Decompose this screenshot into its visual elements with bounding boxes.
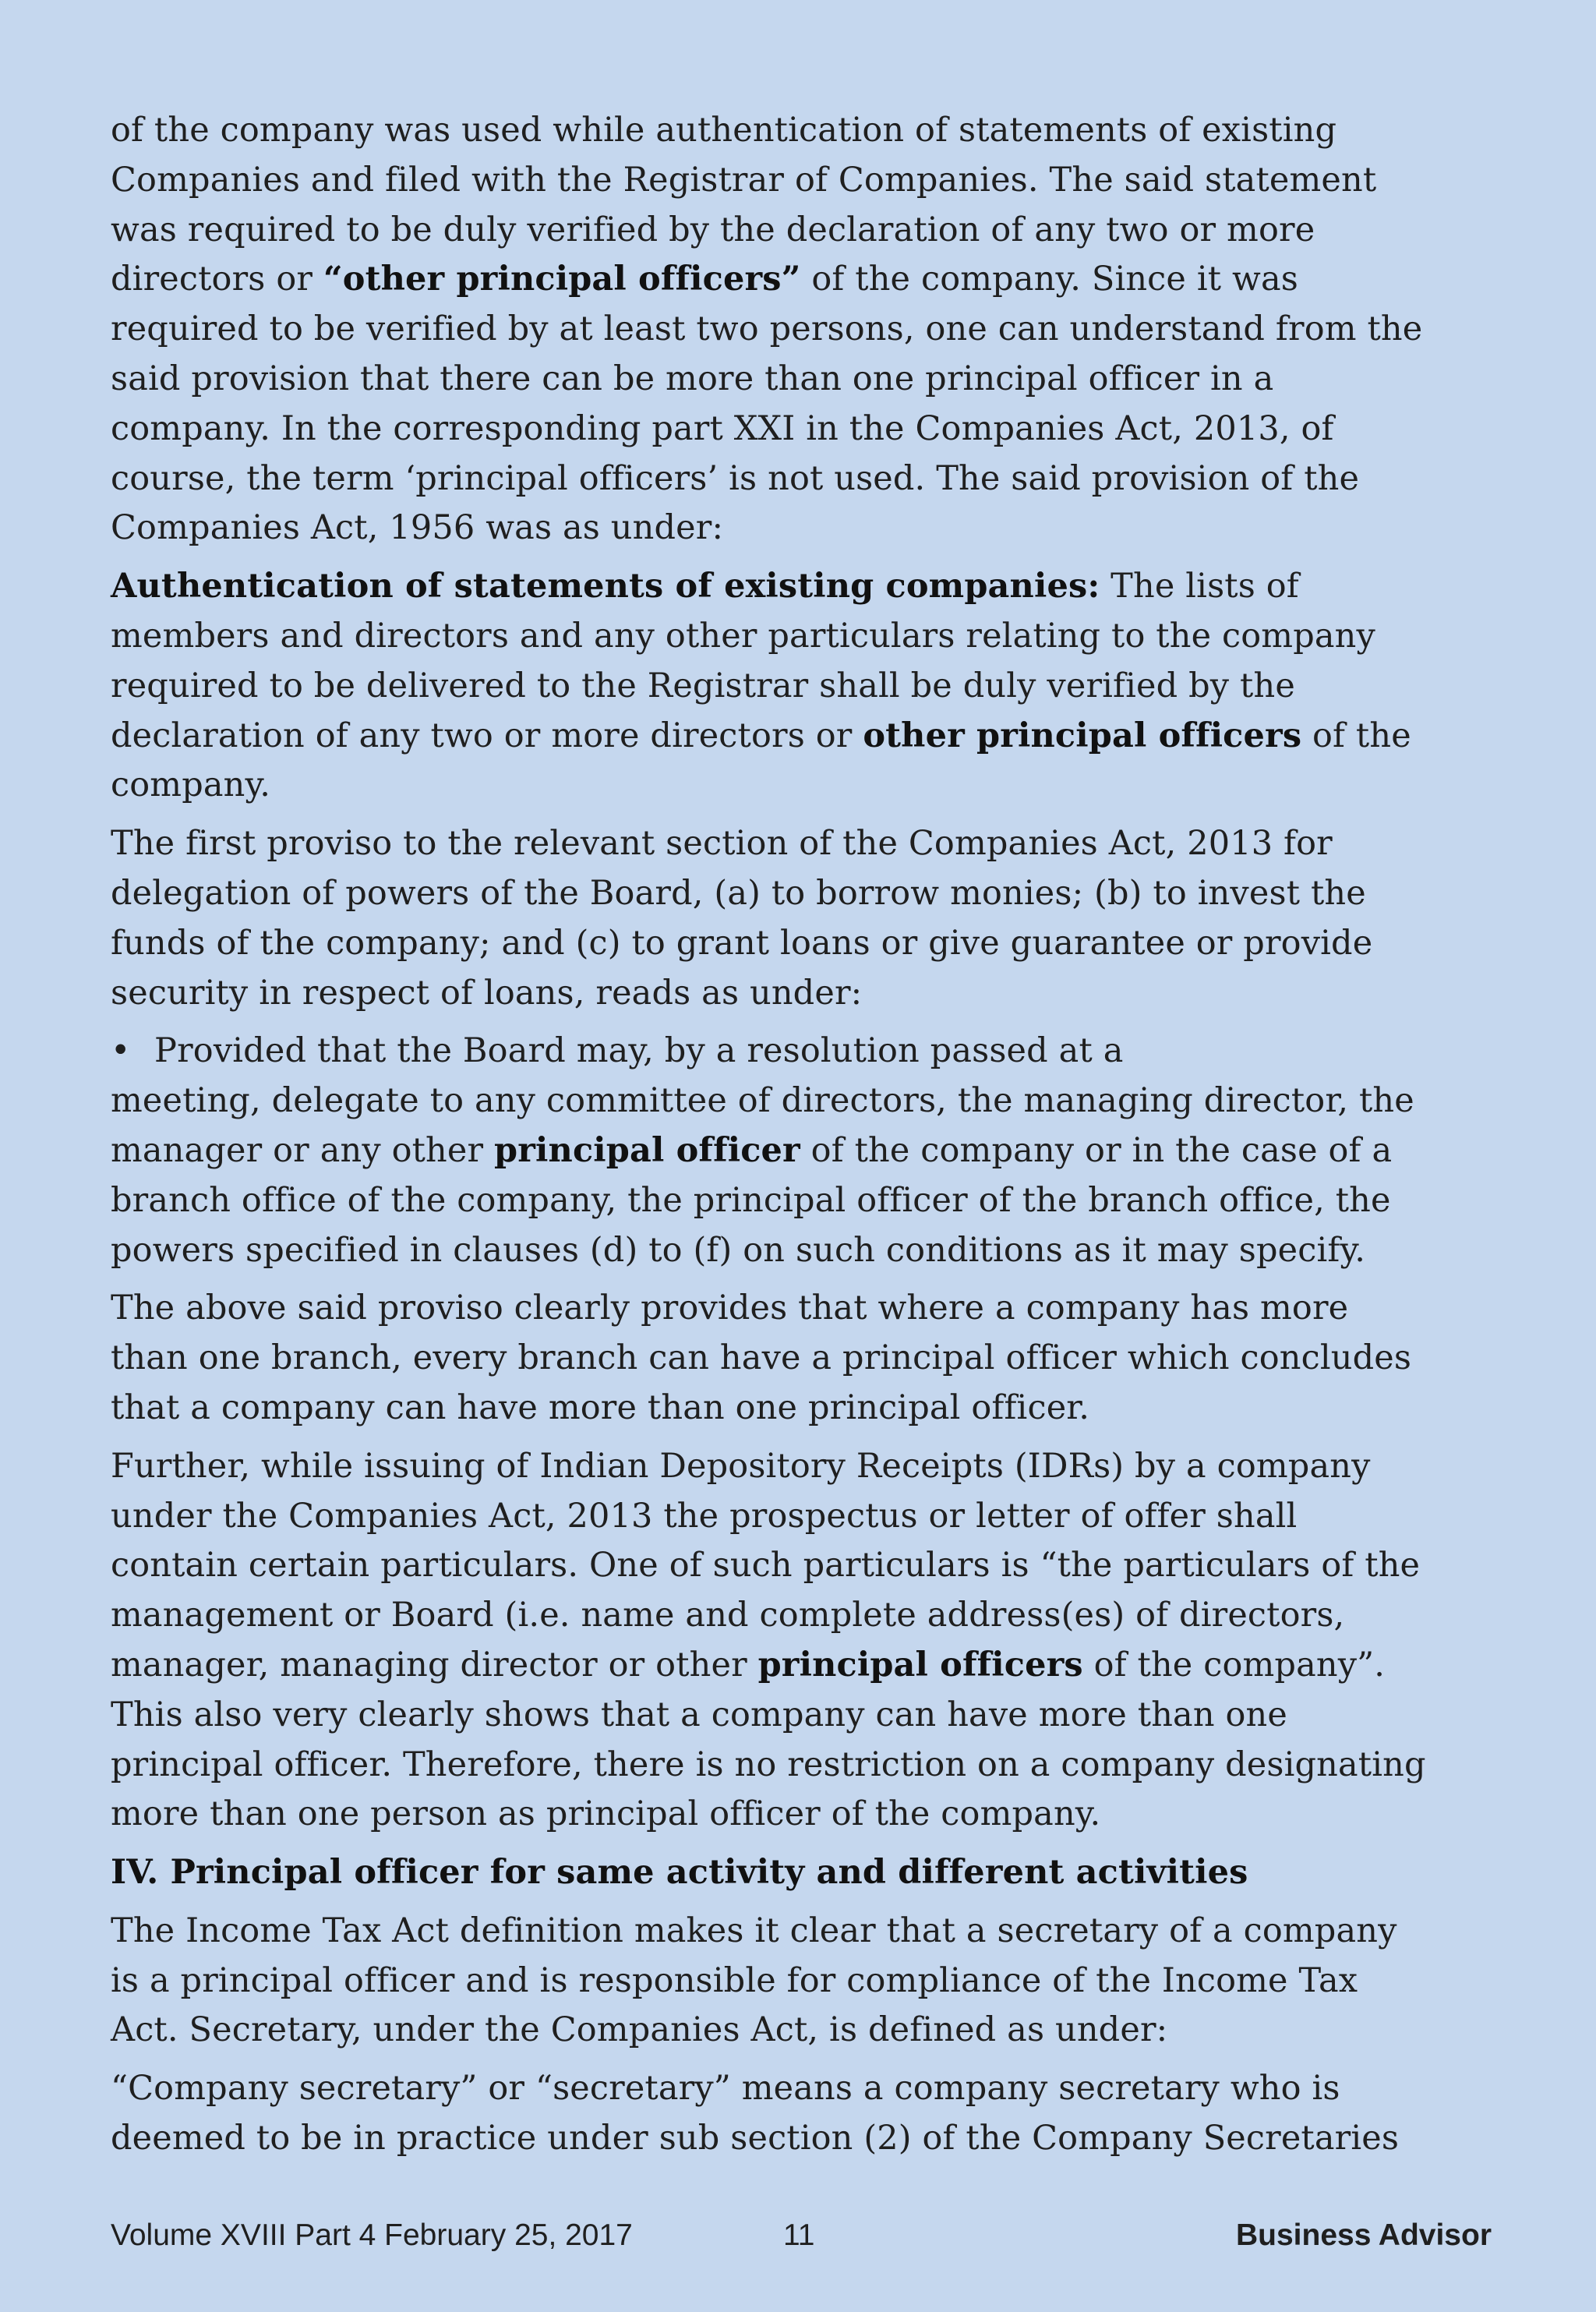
text-run: Further, while issuing of Indian Depository Receipts (IDRs) by a company bbox=[111, 1446, 1371, 1486]
text-run: course, the term ‘principal officers’ is not used. The said provision of the bbox=[111, 458, 1360, 498]
text-run: delegation of powers of the Board, (a) to borrow monies; (b) to invest the bbox=[111, 873, 1366, 913]
text-line bbox=[111, 255, 1498, 305]
text-line bbox=[111, 712, 1498, 762]
bold-text: “other principal officers” bbox=[323, 260, 801, 299]
text-run: branch office of the company, the principal officer of the branch office, the bbox=[111, 1180, 1391, 1220]
text-line bbox=[111, 1334, 1498, 1384]
page-footer bbox=[111, 2218, 1492, 2262]
text-run: of the bbox=[1301, 716, 1411, 755]
text-run: The lists of bbox=[1100, 567, 1299, 606]
bold-text: other principal officers bbox=[863, 716, 1302, 755]
text-run: is a principal officer and is responsible for compliance of the Income Tax bbox=[111, 1960, 1358, 2000]
text-line bbox=[111, 1641, 1498, 1691]
text-line bbox=[111, 1957, 1498, 2006]
footer-volume-date: Volume XVIII Part 4 February 25, 2017 bbox=[111, 2218, 633, 2252]
text-run: deemed to be in practice under sub section (2) of the Company Secretaries bbox=[111, 2119, 1400, 2158]
text-line bbox=[111, 156, 1498, 206]
text-run: Provided that the Board may, by a resolution passed at a bbox=[154, 1031, 1124, 1071]
text-line bbox=[111, 1176, 1498, 1226]
text-run: of the company was used while authentication of statements of existing bbox=[111, 111, 1337, 150]
text-line bbox=[111, 305, 1498, 355]
text-run: contain certain particulars. One of such particulars is “the particulars of the bbox=[111, 1546, 1421, 1586]
paragraph-idrs bbox=[111, 1442, 1498, 1840]
text-run: The first proviso to the relevant section of the Companies Act, 2013 for bbox=[111, 824, 1333, 864]
text-line bbox=[111, 612, 1498, 662]
text-run: manager or any other bbox=[111, 1130, 495, 1170]
bullet-icon: • bbox=[111, 1031, 131, 1071]
bold-text: Authentication of statements of existing companies: bbox=[111, 567, 1100, 606]
text-line bbox=[111, 662, 1498, 712]
text-line bbox=[111, 1492, 1498, 1542]
paragraph-first-proviso bbox=[111, 819, 1498, 1018]
text-line bbox=[111, 2064, 1498, 2114]
text-run: management or Board (i.e. name and complete address(es) of directors, bbox=[111, 1596, 1345, 1635]
text-run: Companies Act, 1956 was as under: bbox=[111, 508, 724, 548]
text-line bbox=[111, 919, 1498, 969]
text-line bbox=[111, 1741, 1498, 1791]
text-run: Companies and filed with the Registrar of Companies. The said statement bbox=[111, 160, 1377, 200]
text-run: funds of the company; and (c) to grant loans or give guarantee or provide bbox=[111, 923, 1373, 963]
text-run: “Company secretary” or “secretary” means a company secretary who is bbox=[111, 2069, 1340, 2109]
text-line bbox=[111, 206, 1498, 256]
text-run: directors or bbox=[111, 260, 323, 299]
paragraph-proviso-explained bbox=[111, 1284, 1498, 1433]
paragraph-bullet-proviso bbox=[111, 1027, 1498, 1275]
text-run: company. bbox=[111, 765, 271, 805]
text-run: more than one person as principal officer of the company. bbox=[111, 1794, 1101, 1834]
bold-text: principal officer bbox=[494, 1130, 800, 1170]
text-run: The Income Tax Act definition makes it clear that a secretary of a company bbox=[111, 1911, 1397, 1950]
text-run: was required to be duly verified by the declaration of any two or more bbox=[111, 210, 1315, 249]
text-line bbox=[111, 761, 1498, 811]
text-line bbox=[111, 1284, 1498, 1334]
text-run: under the Companies Act, 2013 the prospectus or letter of offer shall bbox=[111, 1496, 1298, 1536]
text-run: said provision that there can be more than one principal officer in a bbox=[111, 359, 1274, 398]
text-line bbox=[111, 1226, 1498, 1276]
paragraph-intro bbox=[111, 106, 1498, 553]
text-line bbox=[111, 1691, 1498, 1741]
paragraph-authentication bbox=[111, 562, 1498, 811]
text-line bbox=[111, 1076, 1498, 1126]
text-line bbox=[111, 2006, 1498, 2056]
text-run: manager, managing director or other bbox=[111, 1645, 758, 1685]
text-line bbox=[111, 1126, 1498, 1176]
paragraph-company-secretary bbox=[111, 2064, 1498, 2164]
document-body bbox=[111, 106, 1498, 2172]
text-run: declaration of any two or more directors or bbox=[111, 716, 863, 755]
footer-page-number: 11 bbox=[783, 2218, 815, 2252]
text-line bbox=[111, 969, 1498, 1019]
text-run: The above said proviso clearly provides that where a company has more bbox=[111, 1289, 1349, 1328]
text-line bbox=[111, 405, 1498, 454]
text-run: of the company”. bbox=[1082, 1645, 1386, 1685]
text-line bbox=[111, 454, 1498, 504]
text-run: security in respect of loans, reads as under: bbox=[111, 973, 863, 1013]
text-line bbox=[111, 1591, 1498, 1641]
text-line bbox=[111, 1541, 1498, 1591]
text-run: members and directors and any other particulars relating to the company bbox=[111, 616, 1375, 656]
text-line bbox=[111, 1848, 1498, 1898]
text-run: Act. Secretary, under the Companies Act, is defined as under: bbox=[111, 2010, 1168, 2050]
text-run: This also very clearly shows that a company can have more than one bbox=[111, 1695, 1287, 1734]
text-run: meeting, delegate to any committee of directors, the managing director, the bbox=[111, 1081, 1414, 1121]
paragraph-income-tax bbox=[111, 1907, 1498, 2056]
text-run: principal officer. Therefore, there is no restriction on a company designating bbox=[111, 1745, 1426, 1784]
text-run: required to be verified by at least two persons, one can understand from the bbox=[111, 309, 1423, 349]
text-run: of the company. Since it was bbox=[800, 260, 1298, 299]
text-run: of the company or in the case of a bbox=[800, 1130, 1393, 1170]
text-line bbox=[111, 1790, 1498, 1840]
text-line bbox=[111, 869, 1498, 919]
bold-text: IV. Principal officer for same activity and different activities bbox=[111, 1853, 1248, 1893]
text-line bbox=[111, 819, 1498, 869]
text-run: required to be delivered to the Registrar shall be duly verified by the bbox=[111, 666, 1295, 705]
footer-publication-name: Business Advisor bbox=[1236, 2218, 1492, 2252]
text-line bbox=[111, 355, 1498, 405]
text-line bbox=[111, 1384, 1498, 1434]
text-run: that a company can have more than one principal officer. bbox=[111, 1388, 1090, 1427]
text-line bbox=[111, 1027, 1498, 1076]
text-line bbox=[111, 1907, 1498, 1957]
text-line bbox=[111, 504, 1498, 553]
text-line bbox=[111, 1442, 1498, 1492]
text-line bbox=[111, 562, 1498, 612]
text-run: than one branch, every branch can have a principal officer which concludes bbox=[111, 1338, 1412, 1378]
text-line bbox=[111, 106, 1498, 156]
bold-text: principal officers bbox=[757, 1645, 1083, 1685]
text-run: powers specified in clauses (d) to (f) on such conditions as it may specify. bbox=[111, 1230, 1366, 1270]
text-run: company. In the corresponding part XXI in the Companies Act, 2013, of bbox=[111, 408, 1334, 448]
text-line bbox=[111, 2114, 1498, 2164]
section-heading-iv bbox=[111, 1848, 1498, 1898]
